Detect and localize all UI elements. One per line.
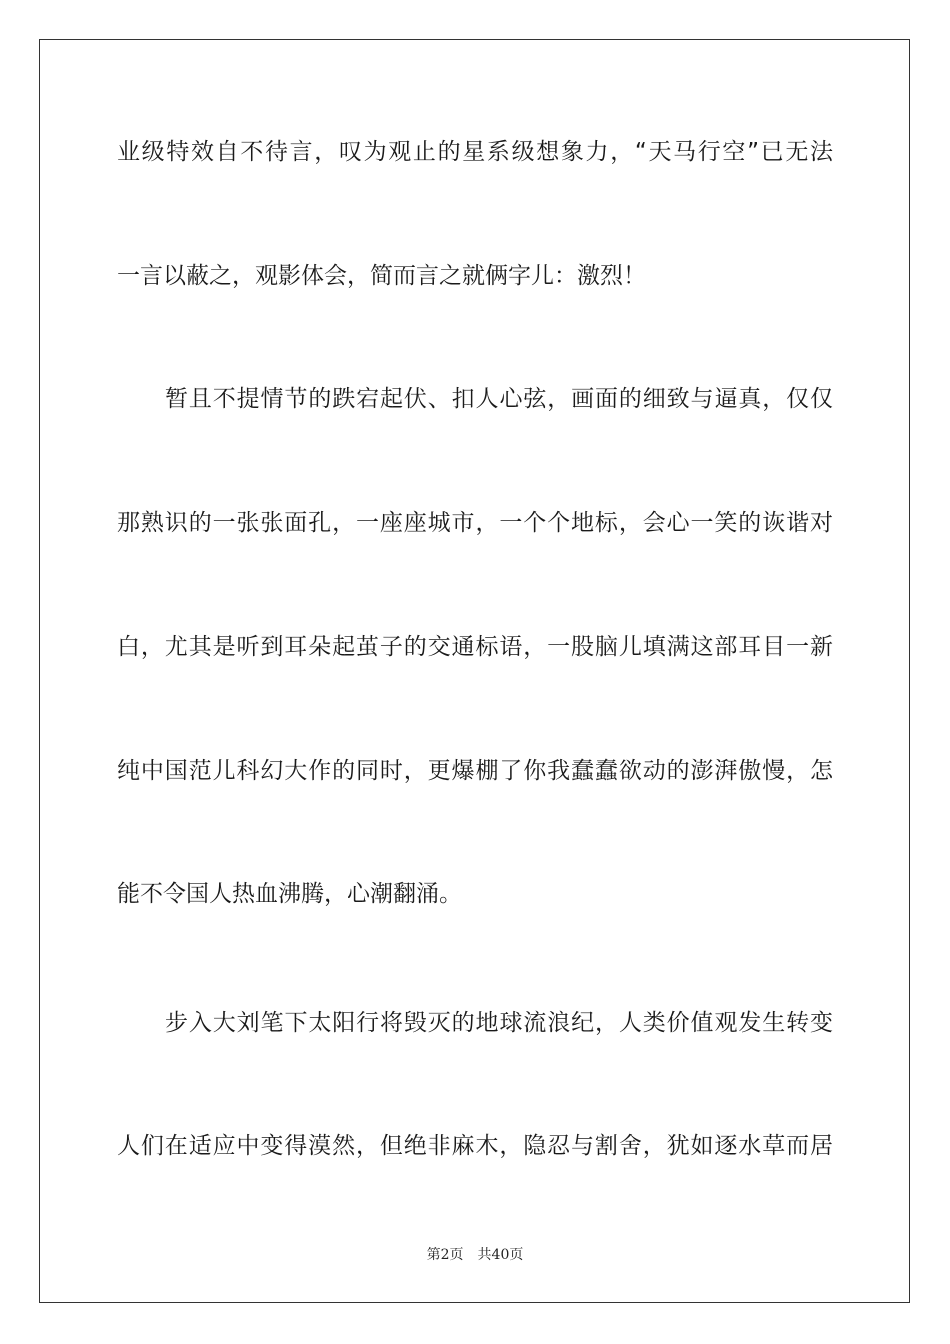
text-line-6: 纯中国范儿科幻大作的同时，更爆棚了你我蠢蠢欲动的澎湃傲慢，怎 bbox=[117, 758, 833, 784]
page-total: 共40页 bbox=[477, 1247, 524, 1263]
page-border bbox=[39, 39, 910, 1303]
page-number: 第2页 bbox=[426, 1247, 464, 1263]
text-line-7: 能不令国人热血沸腾，心潮翻涌。 bbox=[117, 881, 462, 907]
text-line-9: 人们在适应中变得漠然，但绝非麻木，隐忍与割舍，犹如逐水草而居 bbox=[117, 1133, 833, 1159]
paragraph-start-line-3: 暂且不提情节的跌宕起伏、扣人心弦，画面的细致与逼真，仅仅 bbox=[165, 386, 833, 412]
paragraph-start-line-8: 步入大刘笔下太阳行将毁灭的地球流浪纪，人类价值观发生转变 bbox=[165, 1010, 833, 1036]
text-line-1: 业级特效自不待言，叹为观止的星系级想象力，“天马行空”已无法 bbox=[117, 139, 833, 165]
text-line-5: 白，尤其是听到耳朵起茧子的交通标语，一股脑儿填满这部耳目一新 bbox=[117, 634, 833, 660]
text-line-4: 那熟识的一张张面孔，一座座城市，一个个地标，会心一笑的诙谐对 bbox=[117, 510, 833, 536]
page-footer bbox=[0, 1246, 950, 1264]
text-line-2: 一言以蔽之，观影体会，简而言之就俩字儿：激烈！ bbox=[117, 263, 646, 289]
